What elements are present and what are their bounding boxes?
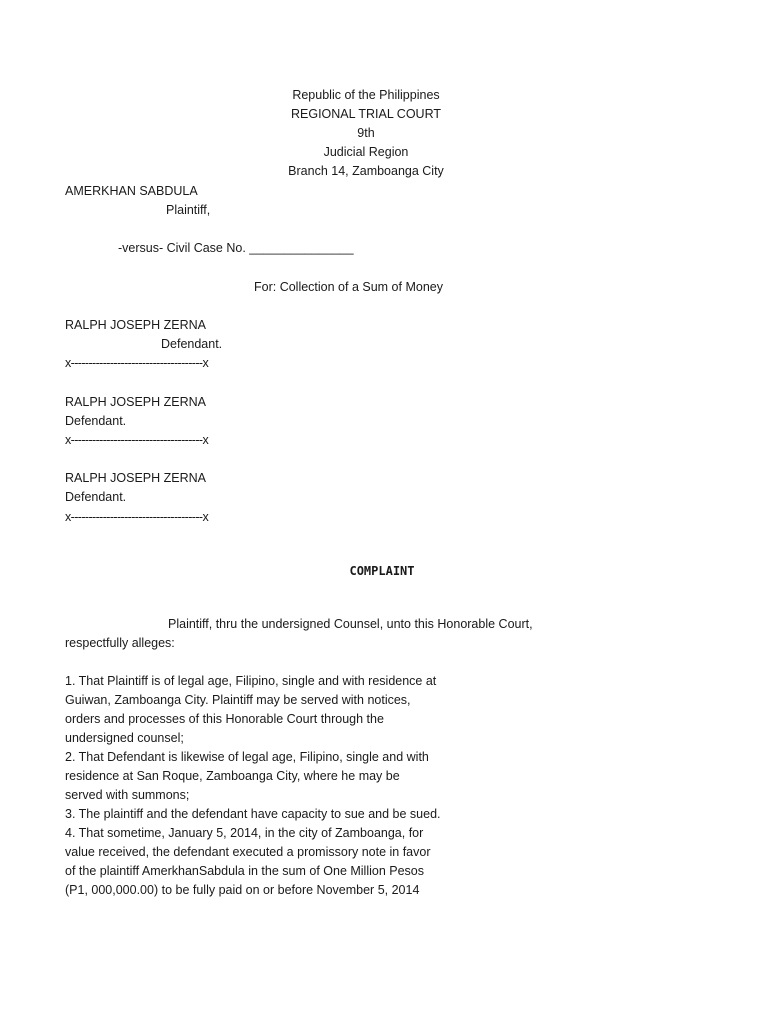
defendant-name-1: RALPH JOSEPH ZERNA — [65, 318, 207, 332]
body-line: 3. The plaintiff and the defendant have capacity to sue and be sued. — [65, 807, 441, 821]
body-line: (P1, 000,000.00) to be fully paid on or before November 5, 2014 — [65, 883, 420, 897]
body-line: 2. That Defendant is likewise of legal age, Filipino, single and with — [65, 750, 429, 764]
header-branch: Branch 14, Zamboanga City — [288, 164, 444, 178]
nature-of-case: For: Collection of a Sum of Money — [254, 280, 443, 294]
plaintiff-name: AMERKHAN SABDULA — [65, 184, 198, 198]
intro-line-2: respectfully alleges: — [65, 636, 175, 650]
body-line: undersigned counsel; — [65, 731, 184, 745]
body-line: of the plaintiff AmerkhanSabdula in the sum of One Million Pesos — [65, 864, 425, 878]
intro-line-1: Plaintiff, thru the undersigned Counsel, unto this Honorable Court, — [168, 617, 533, 631]
body-line: orders and processes of this Honorable Court through the — [65, 712, 384, 726]
defendant-role-3: Defendant. — [65, 490, 127, 504]
body-line: 1. That Plaintiff is of legal age, Filipino, single and with residence at — [65, 674, 437, 688]
separator-1: x-------------------------------------x — [65, 356, 209, 370]
body-line: Guiwan, Zamboanga City. Plaintiff may be served with notices, — [65, 693, 411, 707]
header-republic: Republic of the Philippines — [292, 88, 440, 102]
defendant-role-2: Defendant. — [65, 414, 127, 428]
document-title: COMPLAINT — [349, 564, 415, 578]
defendant-name-3: RALPH JOSEPH ZERNA — [65, 471, 207, 485]
header-judicial-region: Judicial Region — [323, 145, 409, 159]
header-court: REGIONAL TRIAL COURT — [290, 107, 442, 121]
body-line: value received, the defendant executed a promissory note in favor — [65, 845, 431, 859]
plaintiff-role: Plaintiff, — [166, 203, 211, 217]
header-region-number: 9th — [357, 126, 375, 140]
defendant-name-2: RALPH JOSEPH ZERNA — [65, 395, 207, 409]
defendant-role-1: Defendant. — [161, 337, 223, 351]
body-line: served with summons; — [65, 788, 190, 802]
separator-3: x-------------------------------------x — [65, 510, 209, 524]
body-line: residence at San Roque, Zamboanga City, where he may be — [65, 769, 400, 783]
versus-civil-case: -versus- Civil Case No. _______________ — [118, 241, 354, 255]
body-line: 4. That sometime, January 5, 2014, in the city of Zamboanga, for — [65, 826, 424, 840]
separator-2: x-------------------------------------x — [65, 433, 209, 447]
